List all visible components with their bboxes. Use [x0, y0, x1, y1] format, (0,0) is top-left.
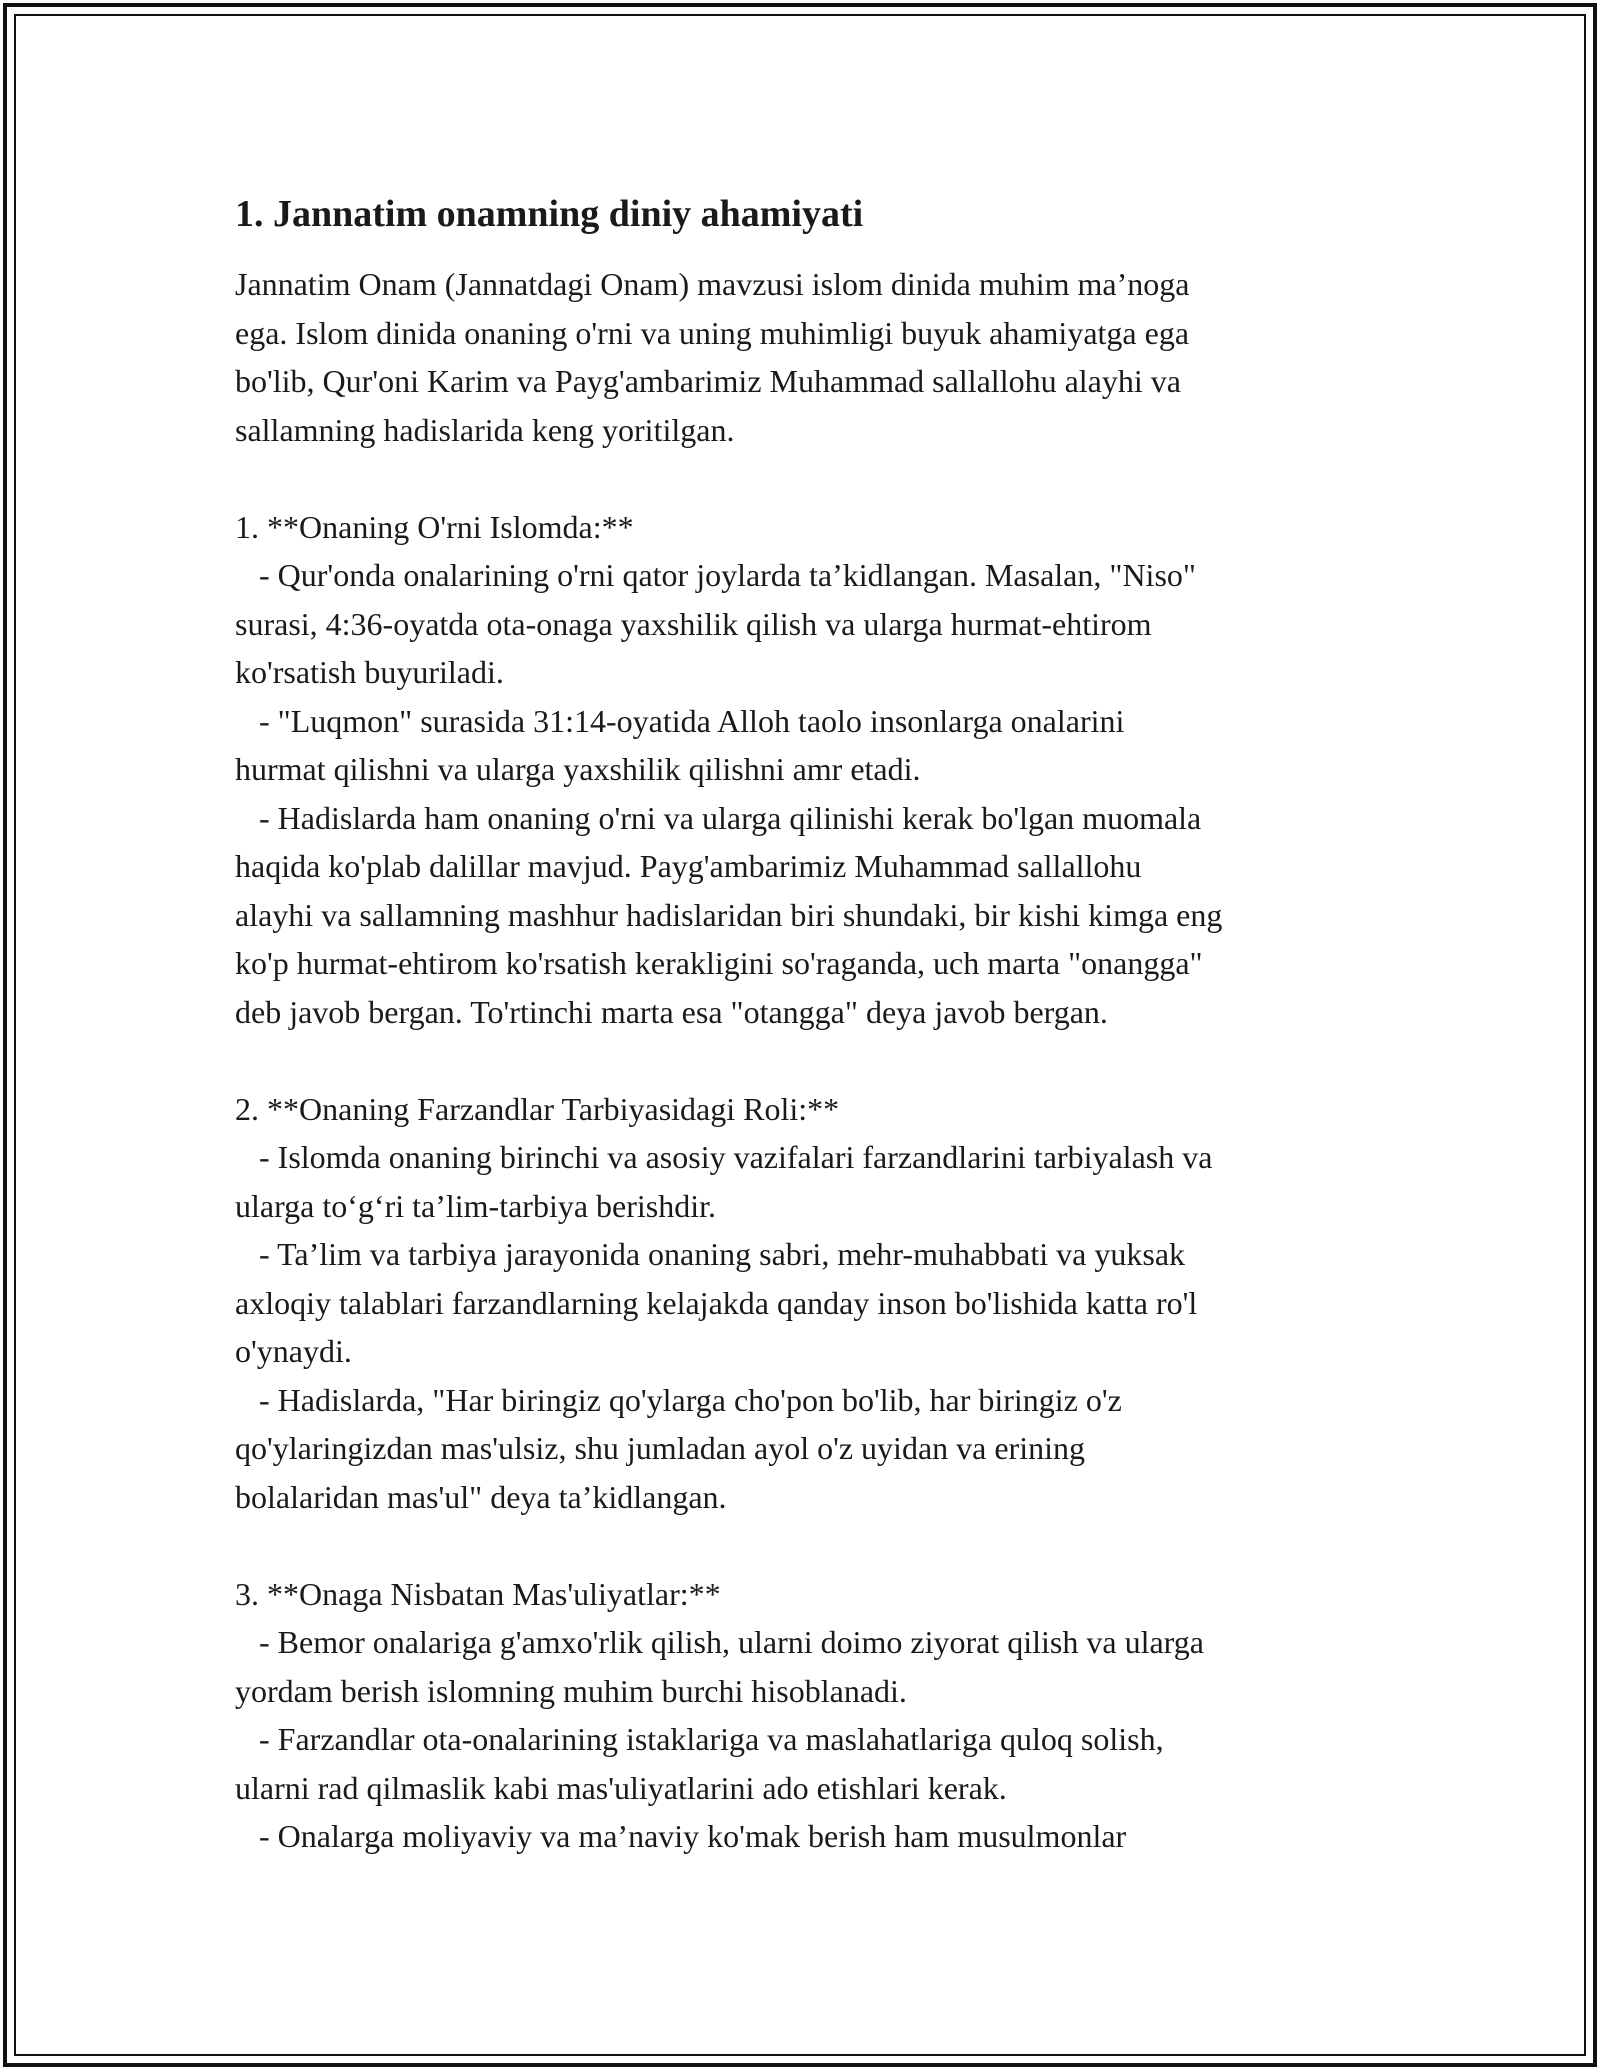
intro-paragraph [235, 260, 1375, 454]
intro-line: Jannatim Onam (Jannatdagi Onam) mavzusi islom dinida muhim ma’noga [235, 266, 1190, 302]
section-line: deb javob bergan. To'rtinchi marta esa "otangga" deya javob bergan. [235, 993, 1108, 1030]
section-line: alayhi va sallamning mashhur hadislaridan biri shundaki, bir kishi kimga eng [235, 896, 1223, 933]
intro-line: ega. Islom dinida onaning o'rni va uning muhimligi buyuk ahamiyatga ega [235, 314, 1190, 351]
section-1 [235, 503, 1375, 1037]
section-heading: 2. **Onaning Farzandlar Tarbiyasidagi Roli:** [235, 1090, 840, 1127]
section-line: haqida ko'plab dalillar mavjud. Payg'ambarimiz Muhammad sallallohu [235, 848, 1142, 884]
document-body [235, 188, 1375, 1861]
section-line: surasi, 4:36-oyatda ota-onaga yaxshilik qilish va ularga hurmat-ehtirom [235, 605, 1152, 642]
paragraph-gap [235, 1036, 1375, 1085]
section-2 [235, 1085, 1375, 1522]
section-line: - Farzandlar ota-onalarining istaklariga va maslahatlariga quloq solish, [235, 1721, 1164, 1757]
section-line: axloqiy talablari farzandlarning kelajakda qanday inson bo'lishida katta ro'l [235, 1284, 1198, 1321]
section-line: qo'ylaringizdan mas'ulsiz, shu jumladan ayol o'z uyidan va erining [235, 1430, 1085, 1466]
section-line: - "Luqmon" surasida 31:14-oyatida Alloh taolo insonlarga onalarini [235, 702, 1125, 739]
section-line: ko'rsatish buyuriladi. [235, 654, 504, 690]
section-line: - Ta’lim va tarbiya jarayonida onaning sabri, mehr-muhabbati va yuksak [235, 1236, 1186, 1272]
section-line: - Onalarga moliyaviy va ma’naviy ko'mak berish ham musulmonlar [235, 1818, 1127, 1854]
section-line: hurmat qilishni va ularga yaxshilik qilishni amr etadi. [235, 751, 921, 787]
paragraph-gap [235, 454, 1375, 503]
section-line: - Islomda onaning birinchi va asosiy vazifalari farzandlarini tarbiyalash va [235, 1139, 1213, 1175]
intro-line: sallamning hadislarida keng yoritilgan. [235, 411, 735, 448]
document-title: 1. Jannatim onamning diniy ahamiyati [235, 193, 864, 235]
section-3 [235, 1570, 1375, 1861]
section-line: - Hadislarda ham onaning o'rni va ularga qilinishi kerak bo'lgan muomala [235, 799, 1202, 836]
paragraph-gap [235, 1521, 1375, 1570]
intro-line: bo'lib, Qur'oni Karim va Payg'ambarimiz Muhammad sallallohu alayhi va [235, 363, 1181, 399]
section-line: - Qur'onda onalarining o'rni qator joylarda ta’kidlangan. Masalan, "Niso" [235, 557, 1196, 593]
section-line: - Bemor onalariga g'amxo'rlik qilish, ularni doimo ziyorat qilish va ularga [235, 1624, 1204, 1660]
section-line: - Hadislarda, "Har biringiz qo'ylarga cho'pon bo'lib, har biringiz o'z [235, 1381, 1122, 1418]
section-line: yordam berish islomning muhim burchi hisoblanadi. [235, 1672, 907, 1709]
section-line: ularga to‘g‘ri ta’lim-tarbiya berishdir. [235, 1187, 717, 1224]
section-line: ko'p hurmat-ehtirom ko'rsatish kerakligini so'raganda, uch marta "onangga" [235, 945, 1203, 981]
section-heading: 3. **Onaga Nisbatan Mas'uliyatlar:** [235, 1575, 721, 1612]
section-line: bolalaridan mas'ul" deya ta’kidlangan. [235, 1478, 727, 1515]
section-line: o'ynaydi. [235, 1333, 352, 1369]
section-heading: 1. **Onaning O'rni Islomda:** [235, 508, 634, 545]
section-line: ularni rad qilmaslik kabi mas'uliyatlarini ado etishlari kerak. [235, 1769, 1007, 1806]
